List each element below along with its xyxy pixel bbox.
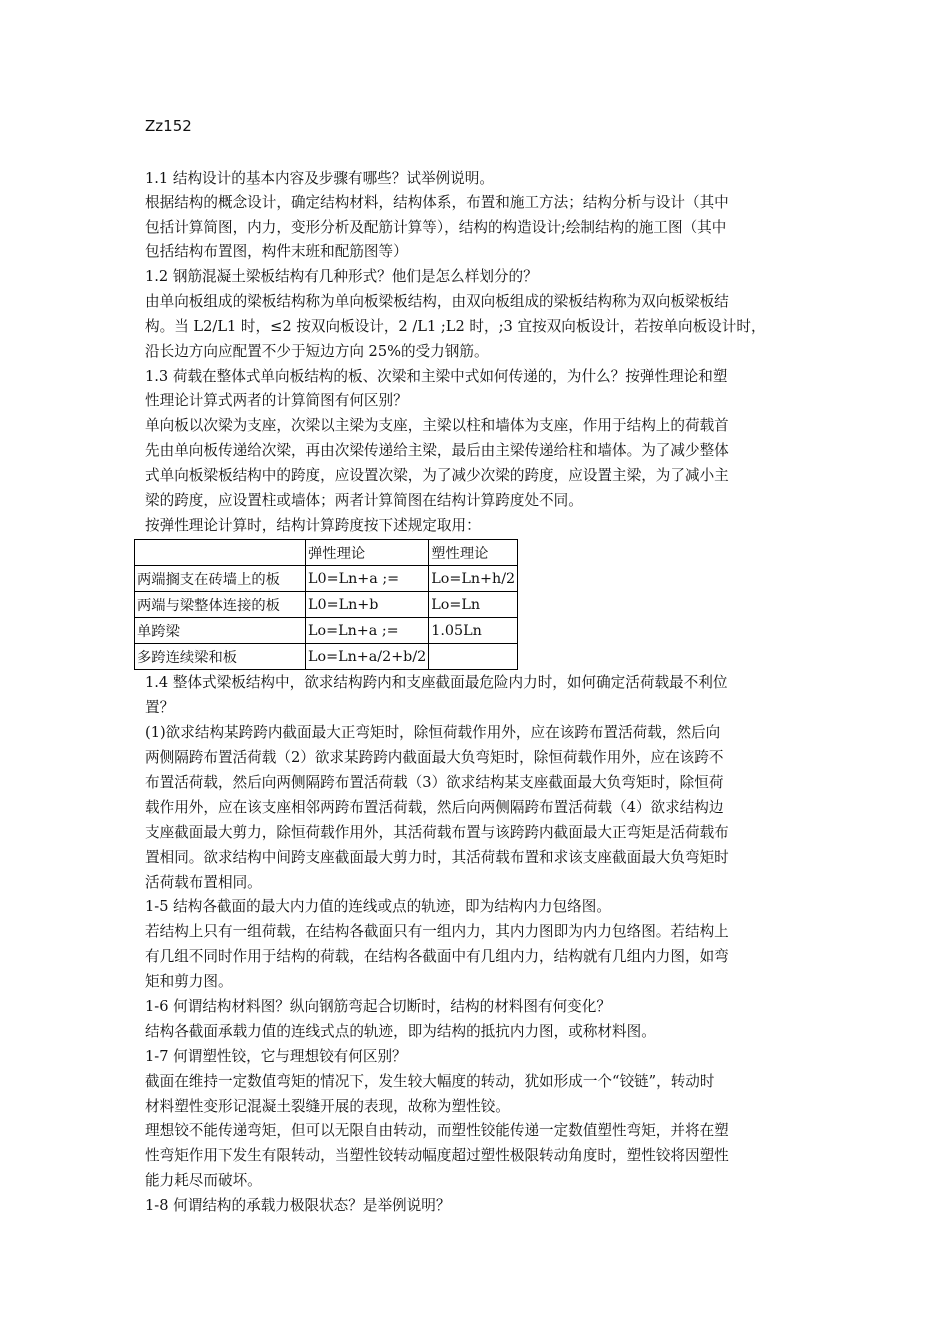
table-cell: Lo=Ln	[429, 592, 518, 618]
text-line: 1-5 结构各截面的最大内力值的连线或点的轨迹，即为结构内力包络图。	[145, 898, 611, 915]
text-line: 按弹性理论计算时，结构计算跨度按下述规定取用：	[145, 517, 481, 534]
text-line: 式单向板梁板结构中的跨度，应设置次梁，为了减少次梁的跨度，应设置主梁，为了减小主	[145, 467, 729, 484]
text-line: 性弯矩作用下发生有限转动，当塑性铰转动幅度超过塑性极限转动角度时，塑性铰将因塑性	[145, 1147, 729, 1164]
text-line: 1.2 钢筋混凝土梁板结构有几种形式？他们是怎么样划分的？	[145, 268, 538, 285]
text-line: 根据结构的概念设计，确定结构材料，结构体系，布置和施工方法；结构分析与设计（其中	[145, 194, 729, 211]
text-line: 布置活荷载，然后向两侧隔跨布置活荷载（3）欲求结构某支座截面最大负弯矩时，除恒荷	[145, 774, 724, 791]
text-line: 梁的跨度，应设置柱或墙体；两者计算简图在结构计算跨度处不同。	[145, 492, 583, 509]
table-cell: Lo=Ln+a/2+b/2	[306, 644, 429, 670]
table-cell	[135, 540, 306, 566]
text-line: 先由单向板传递给次梁，再由次梁传递给主梁，最后由主梁传递给柱和墙体。为了减少整体	[145, 442, 729, 459]
text-line: 1-7 何谓塑性铰，它与理想铰有何区别？	[145, 1048, 407, 1065]
text-line: 矩和剪力图。	[145, 973, 233, 990]
table-row	[135, 618, 518, 644]
text-line: 包括计算简图，内力，变形分析及配筋计算等），结构的构造设计;绘制结构的施工图（其中	[145, 219, 727, 236]
table-row	[135, 644, 518, 670]
table-row	[135, 566, 518, 592]
table-cell: 两端搁支在砖墙上的板	[135, 566, 306, 592]
text-line: 包括结构布置图，构件末班和配筋图等）	[145, 243, 408, 260]
text-line: 材料塑性变形记混凝土裂缝开展的表现，故称为塑性铰。	[145, 1098, 510, 1115]
table-cell: 弹性理论	[306, 540, 429, 566]
text-line: 若结构上只有一组荷载，在结构各截面只有一组内力，其内力图即为内力包络图。若结构上	[145, 923, 729, 940]
text-line: 沿长边方向应配置不少于短边方向 25%的受力钢筋。	[145, 343, 489, 360]
text-line: 活荷载布置相同。	[145, 874, 262, 891]
text-line: 截面在维持一定数值弯矩的情况下，发生较大幅度的转动，犹如形成一个“铰链”，转动时	[145, 1073, 715, 1090]
text-line: 置？	[145, 699, 175, 716]
text-line: 理想铰不能传递弯矩，但可以无限自由转动，而塑性铰能传递一定数值塑性弯矩，并将在塑	[145, 1122, 729, 1139]
table-cell	[429, 644, 518, 670]
table-cell: 塑性理论	[429, 540, 518, 566]
text-line: 1-6 何谓结构材料图？纵向钢筋弯起合切断时，结构的材料图有何变化？	[145, 998, 611, 1015]
table-cell: Lo=Ln+a ;=	[306, 618, 429, 644]
text-line: 两侧隔跨布置活荷载（2）欲求某跨跨内截面最大负弯矩时，除恒荷载作用外，应在该跨不	[145, 749, 724, 766]
table-cell: 1.05Ln	[429, 618, 518, 644]
table-row	[135, 592, 518, 618]
table-cell: 多跨连续梁和板	[135, 644, 306, 670]
text-line: 结构各截面承载力值的连线式点的轨迹，即为结构的抵抗内力图，或称材料图。	[145, 1023, 656, 1040]
text-line: 载作用外，应在该支座相邻两跨布置活荷载，然后向两侧隔跨布置活荷载（4）欲求结构边	[145, 799, 724, 816]
table-cell: 两端与梁整体连接的板	[135, 592, 306, 618]
text-line: 1.3 荷载在整体式单向板结构的板、次梁和主梁中式如何传递的，为什么？按弹性理论和塑	[145, 368, 728, 385]
table-cell: L0=Ln+a ;=	[306, 566, 429, 592]
table-cell: Lo=Ln+h/2	[429, 566, 518, 592]
text-line: 1.1 结构设计的基本内容及步骤有哪些？试举例说明。	[145, 170, 494, 187]
text-line: 支座截面最大剪力，除恒荷载作用外，其活荷载布置与该跨跨内截面最大正弯矩是活荷载布	[145, 824, 729, 841]
text-line: 性理论计算式两者的计算简图有何区别？	[145, 392, 408, 409]
text-line: 能力耗尽而破坏。	[145, 1172, 262, 1189]
text-line: (1)欲求结构某跨跨内截面最大正弯矩时，除恒荷载作用外，应在该跨布置活荷载，然后向	[145, 724, 721, 741]
text-line: 置相同。欲求结构中间跨支座截面最大剪力时，其活荷载布置和求该支座截面最大负弯矩时	[145, 849, 729, 866]
text-line: 1-8 何谓结构的承载力极限状态？是举例说明？	[145, 1197, 451, 1214]
text-line: 由单向板组成的梁板结构称为单向板梁板结构，由双向板组成的梁板结构称为双向板梁板结	[145, 293, 729, 310]
span-table	[134, 539, 518, 670]
text-line: 构。当 L2/L1 时，≤2 按双向板设计，2 /L1 ;L2 时，;3 宜按双向板设计，若按单向板设计时，	[145, 318, 766, 335]
document-title: Zz152	[145, 117, 192, 135]
text-line: 1.4 整体式梁板结构中，欲求结构跨内和支座截面最危险内力时，如何确定活荷载最不利位	[145, 674, 728, 691]
table-cell: L0=Ln+b	[306, 592, 429, 618]
text-line: 有几组不同时作用于结构的荷载，在结构各截面中有几组内力，结构就有几组内力图，如弯	[145, 948, 729, 965]
text-line: 单向板以次梁为支座，次梁以主梁为支座，主梁以柱和墙体为支座，作用于结构上的荷载首	[145, 417, 729, 434]
table-header-row	[135, 540, 518, 566]
table-cell: 单跨梁	[135, 618, 306, 644]
